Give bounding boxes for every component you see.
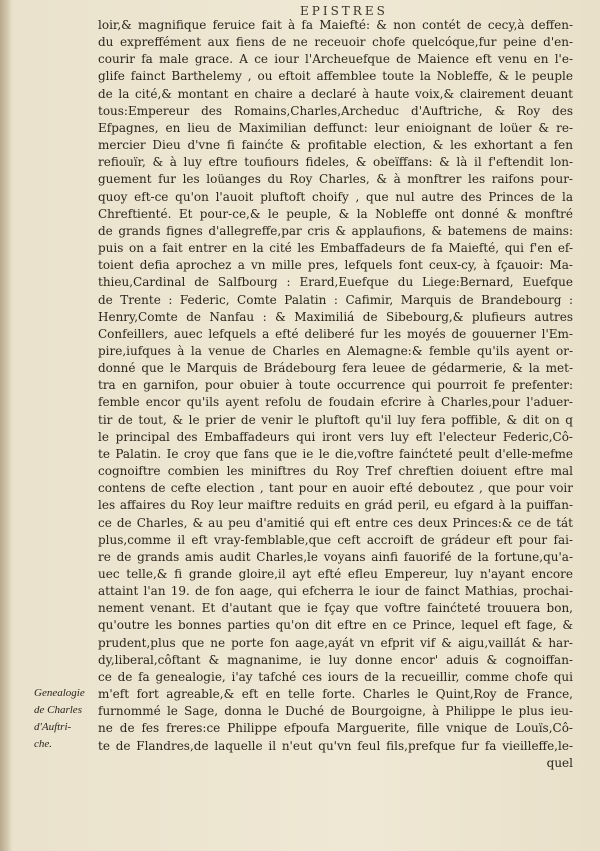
text-line: re de grands amis audit Charles,le voyans ainfi fauorifé de la fortune,qu'a- [98, 549, 573, 564]
text-line: de la cité,& montant en chaire a declaré à haute voix,& clairement deuant [98, 86, 573, 101]
text-line: Efpagnes, en lieu de Maximilian deffunct: leur enioignant de loüer & re- [98, 120, 573, 135]
text-line: loir,& magnifique feruice fait à fa Maiefté: & non contét de cecy,à deffen- [98, 18, 573, 32]
binding-shadow [0, 0, 12, 851]
body-text [98, 17, 573, 772]
text-line: refiouïr, & à luy eftre toufiours fideles, & obeïffans: & là il f'eftendit lon- [98, 155, 573, 170]
text-line: ce de fa genealogie, i'ay tafché ces iours de la recueillir, comme chofe qui [98, 669, 573, 684]
text-line: pire,iufques à la venue de Charles en Alemagne:& femble qu'ils ayent or- [98, 343, 573, 358]
marginal-note-line: che. [34, 738, 53, 751]
text-line: Confeillers, auec lefquels a efté deliberé fur les moyés de gouuerner l'Em- [98, 326, 573, 341]
text-line: ce de Charles, & au peu d'amitié qui eft entre ces deux Princes:& ce de tát [98, 515, 573, 530]
text-line: prudent,plus que ne porte fon aage,ayát vn efprit vif & aigu,vaillát & har- [98, 635, 573, 650]
text-line: tra en garnifon, pour obuier à toute occurrence qui pourroit fe prefenter: [98, 378, 573, 393]
text-line: quoy eft-ce qu'on l'auoit pluftoft choify , que nul autre des Princes de la [98, 189, 573, 204]
text-line: tous:Empereur des Romains,Charles,Archeduc d'Auftriche, & Roy des [98, 103, 573, 118]
text-line: Chreftienté. Et pour-ce,& le peuple, & la Nobleffe ont donné & monftré [98, 206, 573, 221]
text-line: te de Flandres,de laquelle il n'eut qu'vn feul fils,prefque fur fa vieilleffe,le- [98, 738, 573, 753]
text-line: Henry,Comte de Nanfau : & Maximiliá de Sibebourg,& plufieurs autres [98, 309, 573, 324]
marginal-note-line: d'Auftri- [34, 721, 72, 734]
text-line: de grands fignes d'allegreffe,par cris & applaufions, & batemens de mains: [98, 223, 573, 238]
text-line: le principal des Embaffadeurs qui iront vers luy eft l'electeur Federic,Cô- [98, 429, 573, 444]
text-line: qu'outre les bonnes parties qu'on dit eftre en ce Prince, lequel eft fage, & [98, 618, 573, 633]
text-line: tir de tout, & le prier de venir le pluftoft qu'il luy fera poffible, & dit on q [98, 412, 573, 427]
text-line: femble encor qu'ils ayent refolu de foudain efcrire à Charles,pour l'aduer- [98, 395, 573, 410]
text-line: attaint l'an 19. de fon aage, qui efcherra le iour de fainct Mathias, prochai- [98, 584, 573, 599]
marginal-note [34, 685, 100, 754]
marginal-note-line: Genealogie [34, 687, 85, 699]
text-line: guement fur les loüanges du Roy Charles, & à monftrer les raifons pour- [98, 172, 573, 187]
text-line: toient defia aprochez a vn mille pres, lefquels font ceux-cy, à fçauoir: Ma- [98, 258, 573, 273]
text-line: cognoiftre combien les miniftres du Roy Tref chreftien doiuent eftre mal [98, 464, 573, 479]
text-line: thieu,Cardinal de Salfbourg : Erard,Euefque du Liege:Bernard, Euefque [98, 275, 573, 290]
text-line: m'eft fort agreable,& eft en telle forte. Charles le Quint,Roy de France, [98, 687, 573, 702]
text-line: nement venant. Et d'autant que ie fçay que voftre fainćteté trouuera bon, [98, 601, 573, 616]
text-line: donné que le Marquis de Brádebourg fera leuee de gédarmerie, & la met- [98, 361, 573, 376]
text-line: courir fa male grace. A ce iour l'Archeuefque de Maience eft venu en l'e- [98, 52, 573, 67]
catchword: quel [546, 755, 573, 770]
text-line: furnommé le Sage, donna le Duché de Bourgoigne, à Philippe le plus ieu- [98, 704, 573, 719]
text-line: plus,comme il eft vray-femblable,que ceft accroift de grádeur eft pour fai- [98, 532, 573, 547]
text-line: mercier Dieu d'vne fi fainćte & profitable election, & les exhortant a fen [98, 138, 573, 153]
text-line: les affaires du Roy leur maiftre reduits en grád peril, eu efgard à la puiffan- [98, 498, 573, 513]
text-line: te Palatin. Ie croy que fans que ie le die,voftre fainćteté peult d'elle-mefme [98, 446, 573, 461]
running-head: EPISTRES [300, 4, 388, 18]
text-line: de Trente : Federic, Comte Palatin : Cafimir, Marquis de Brandebourg : [98, 292, 573, 307]
text-line: uec telle,& fi grande gloire,il ayt efté efleu Empereur, luy n'ayant encore [98, 567, 573, 581]
marginal-note-line: de Charles [34, 704, 82, 717]
text-line: du expreffément aux fiens de ne receuoir chofe quelcóque,fur peine d'en- [98, 35, 573, 50]
text-line: dy,liberal,côftant & magnanime, ie luy donne encor' aduis & cognoiffan- [98, 652, 573, 667]
text-line: glife fainct Barthelemy , ou eftoit affemblee toute la Nobleffe, & le peuple [98, 69, 573, 84]
text-line: puis on a fait entrer en la cité les Embaffadeurs de fa Maiefté, qui f'en ef- [98, 241, 573, 256]
text-line: contens de cefte election , tant pour en auoir efté deboutez , que pour voir [98, 481, 573, 496]
text-line: ne de fes freres:ce Philippe efpoufa Marguerite, fille vnique de Louïs,Cô- [98, 721, 573, 736]
